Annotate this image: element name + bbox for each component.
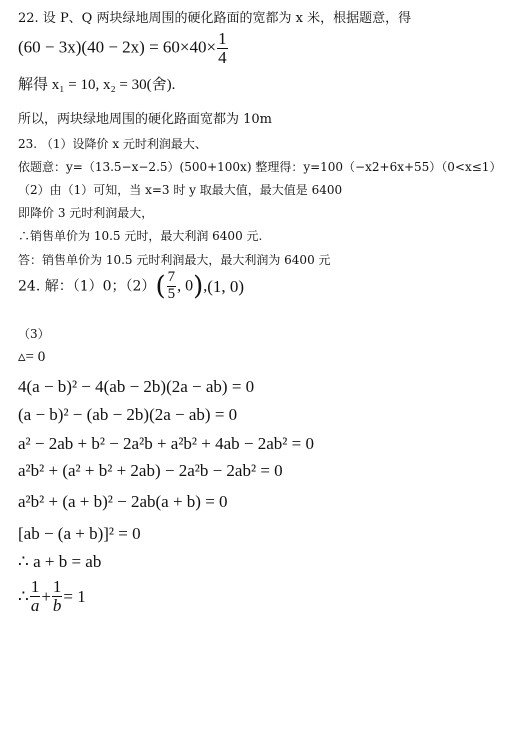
q24-eq-8-numerator-1: 1 (30, 577, 40, 596)
q24-eq-8-fraction-2 (52, 578, 63, 615)
q22-equation (18, 30, 229, 67)
q23-line-3: （2）由（1）可知，当 x=3 时 y 取最大值，最大值是 6400 (18, 183, 343, 197)
q24-close-paren: ) (193, 271, 204, 302)
q22-fraction-denominator: 4 (218, 47, 227, 67)
q24-eq-2: (a − b)² − (ab − 2b)(2a − ab) = 0 (18, 405, 238, 424)
q24-eq-8-prefix: ∴ (18, 586, 29, 606)
q24-eq-1: 4(a − b)² − 4(ab − 2b)(2a − ab) = 0 (18, 377, 255, 396)
q24-eq-6: [ab − (a + b)]² = 0 (18, 524, 141, 543)
q24-fraction-denominator: 5 (167, 285, 176, 302)
q24-point1-tail: , 0 (177, 277, 194, 295)
q24-eq-8-tail: = 1 (63, 586, 86, 606)
q23-line-5: ∴销售单价为 10.5 元时，最大利润 6400 元. (18, 229, 263, 243)
q22-fraction-numerator: 1 (218, 29, 227, 48)
q24-eq-8-plus: + (41, 586, 51, 606)
q23-line-4: 即降价 3 元时利润最大， (18, 206, 154, 220)
q22-solution: 解得 x₁ = 10, x₂ = 30(舍). (18, 77, 176, 93)
q22-fraction (217, 30, 228, 67)
q24-prefix: 24. 解：（1）0；（2） (18, 278, 156, 295)
q24-eq-4: a²b² + (a² + b² + 2ab) − 2a²b − 2ab² = 0 (18, 461, 283, 480)
q24-eq-8 (18, 578, 86, 615)
q24-answers: 24. 解：（1）0；（2）( $\frac{7}{5}$ , 0),(1, 0) (18, 269, 245, 302)
q22-conclusion: 所以，两块绿地周围的硬化路面宽都为 10m (18, 112, 273, 127)
q24-fraction (167, 270, 177, 303)
q23-line-6: 答：销售单价为 10.5 元时利润最大，最大利润为 6400 元 (18, 253, 331, 267)
q24-eq-8-denominator-2: b (52, 595, 62, 615)
q24-eq-3: a² − 2ab + b² − 2a²b + a²b² + 4ab − 2ab² = 0 (18, 434, 314, 453)
q24-eq-7: ∴ a + b = ab (18, 552, 102, 571)
q24-point2: (1, 0) (207, 276, 245, 296)
q24-eq-5: a²b² + (a + b)² − 2ab(a + b) = 0 (18, 492, 228, 511)
q23-line-1: 23. （1）设降价 x 元时利润最大、 (18, 137, 207, 151)
q24-part3-label: （3） (18, 327, 50, 341)
q24-eq-8-numerator-2: 1 (52, 577, 62, 596)
q24-delta: ▵= 0 (18, 349, 46, 365)
q24-eq-8-denominator-1: a (30, 595, 40, 615)
q22-header: 22. 设 P、Q 两块绿地周围的硬化路面的宽都为 x 米，根据题意，得 (18, 11, 412, 26)
q24-eq-8-fraction-1 (30, 578, 41, 615)
q24-open-paren: ( (155, 271, 166, 302)
q23-line-2: 依题意：y=（13.5−x−2.5）(500+100x) 整理得：y=100（−x2+6x+55）（0<x≤1） (18, 160, 502, 174)
q22-equation-left: (60 − 3x)(40 − 2x) = 60×40× (18, 37, 217, 57)
q24-fraction-numerator: 7 (167, 269, 176, 285)
